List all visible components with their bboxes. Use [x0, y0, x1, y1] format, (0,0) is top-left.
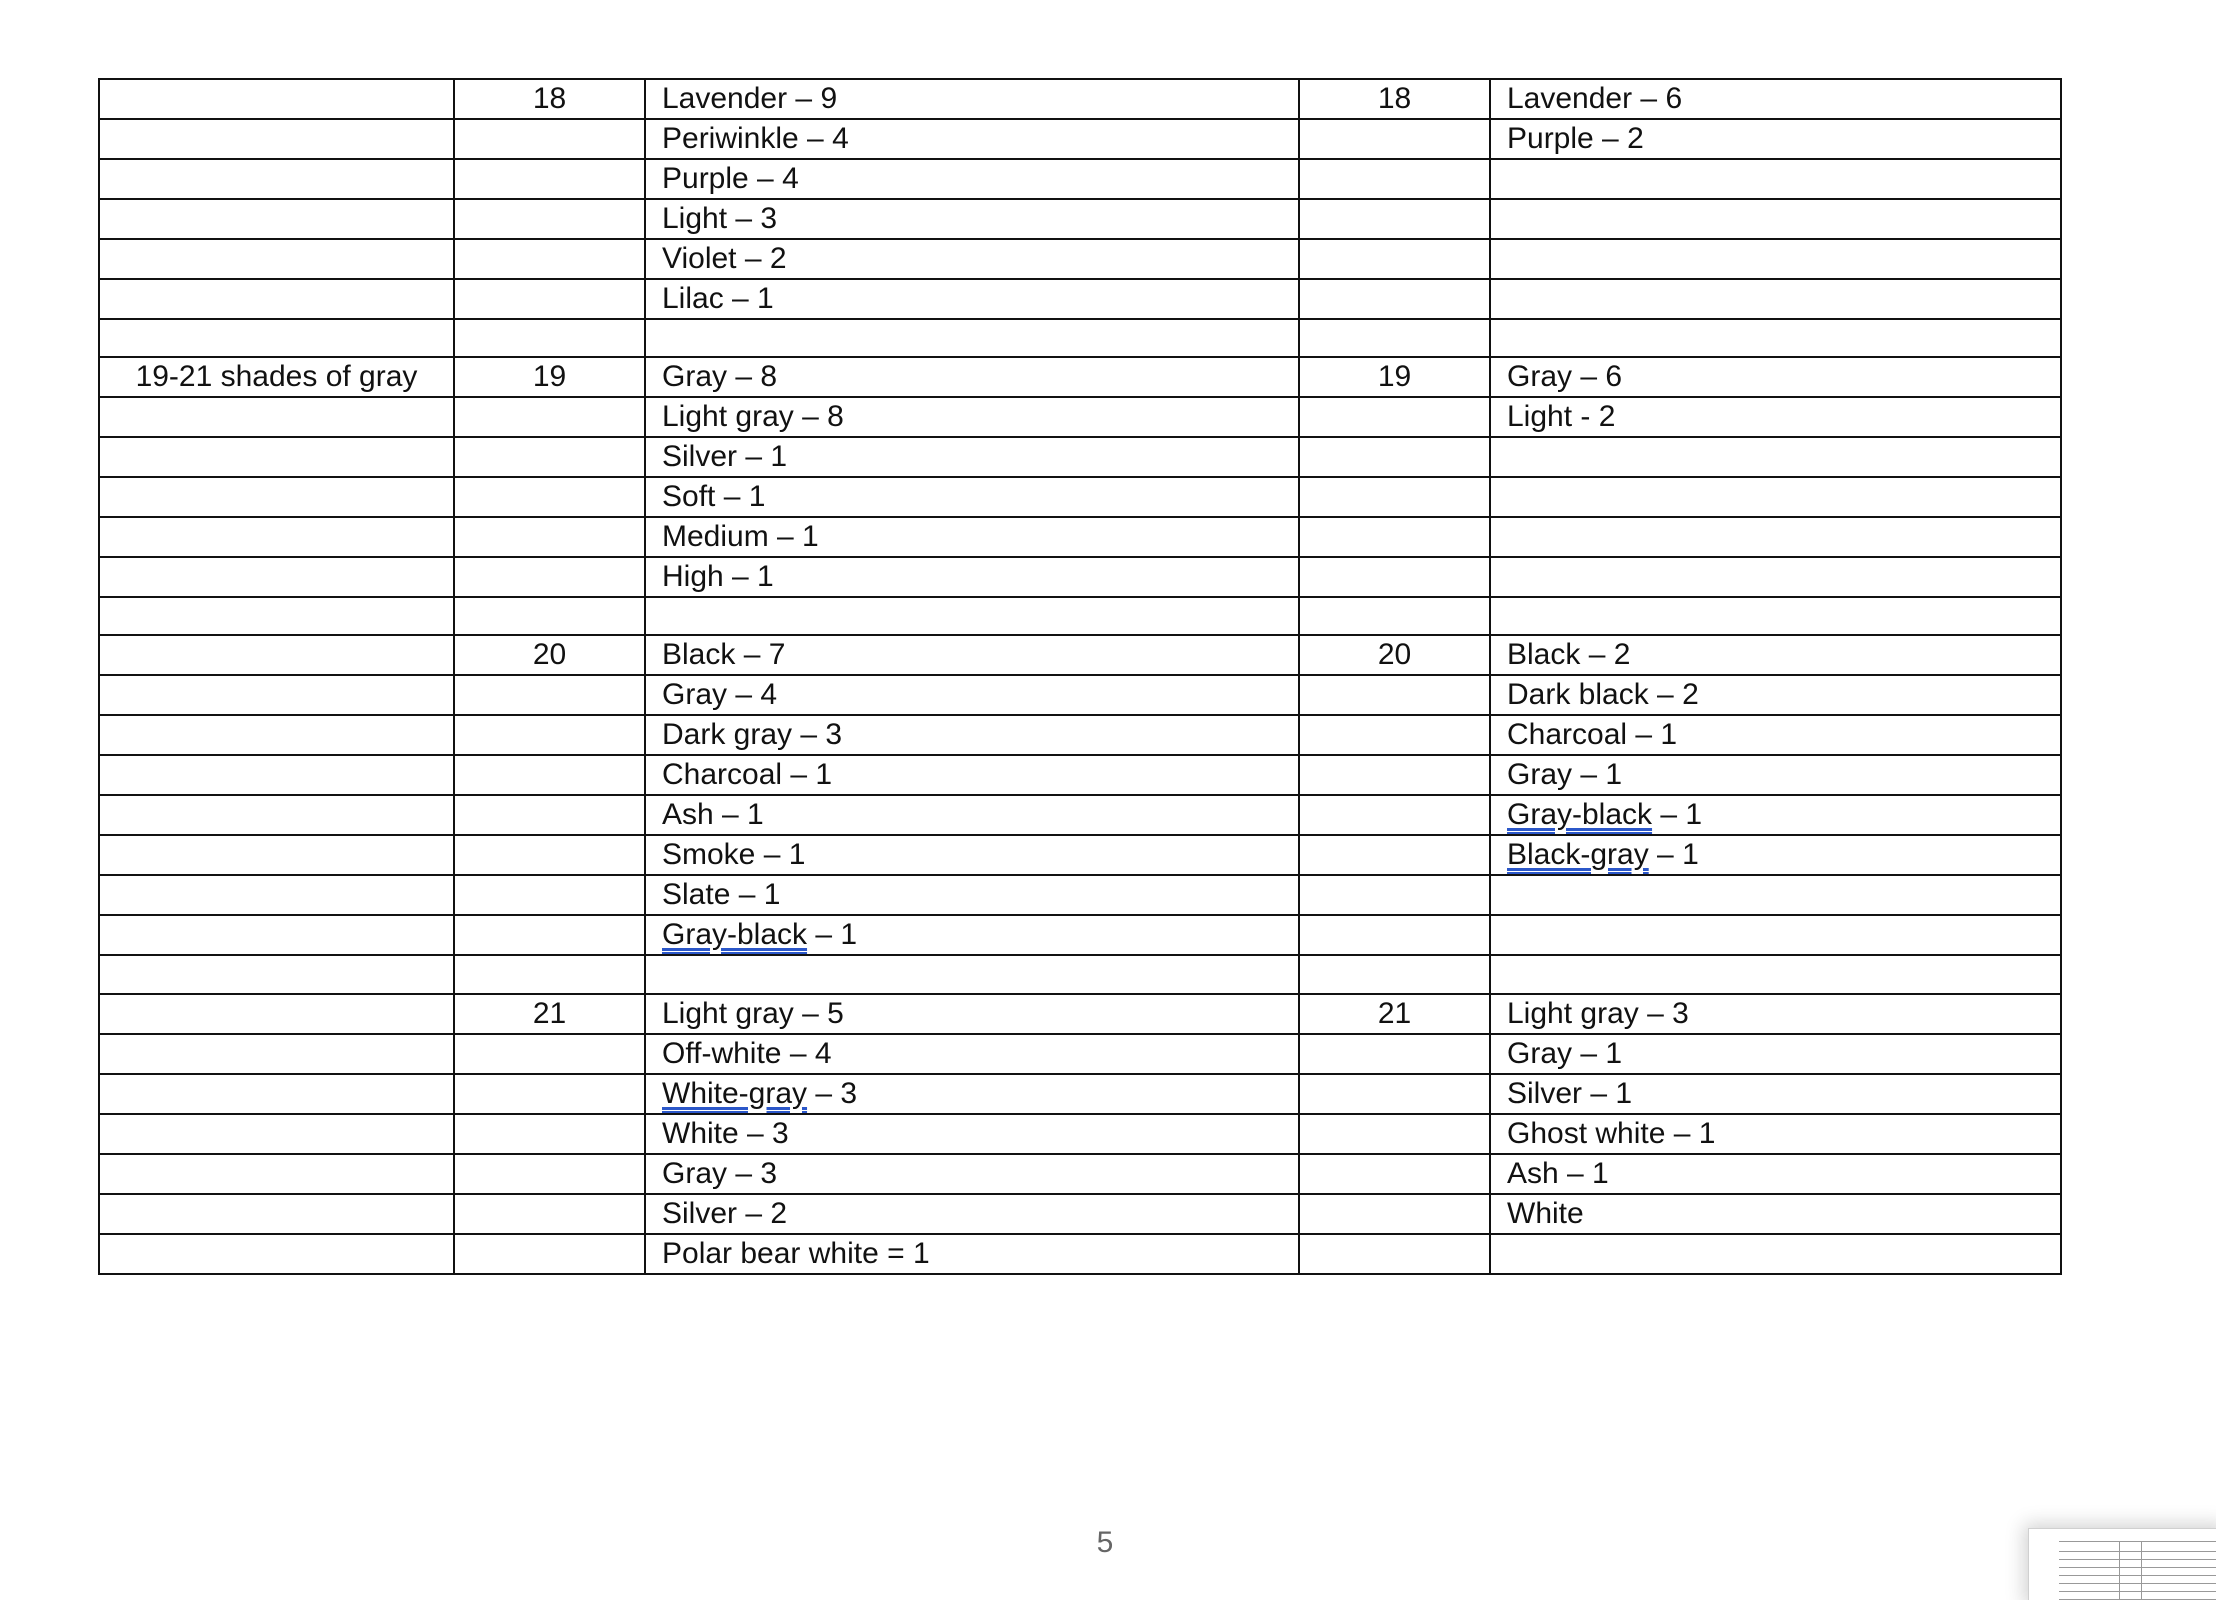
right-response-cell[interactable] [1490, 517, 2061, 557]
right-number-cell[interactable] [1299, 239, 1490, 279]
left-response-cell[interactable]: Soft – 1 [645, 477, 1299, 517]
category-cell[interactable] [99, 1234, 454, 1274]
category-cell[interactable] [99, 279, 454, 319]
category-cell[interactable] [99, 557, 454, 597]
table-row [99, 397, 2061, 437]
right-response-cell[interactable] [1490, 437, 2061, 477]
right-response-cell[interactable] [1490, 597, 2061, 635]
left-response-cell[interactable]: High – 1 [645, 557, 1299, 597]
category-cell[interactable] [99, 1154, 454, 1194]
table-row [99, 994, 2061, 1034]
left-number-cell[interactable]: 21 [454, 994, 645, 1034]
table-row [99, 199, 2061, 239]
left-number-cell[interactable] [454, 1194, 645, 1234]
right-response-cell[interactable]: Gray – 1 [1490, 1034, 2061, 1074]
right-number-cell[interactable] [1299, 557, 1490, 597]
right-number-cell[interactable] [1299, 1114, 1490, 1154]
left-number-cell[interactable] [454, 875, 645, 915]
table-row [99, 835, 2061, 875]
right-response-cell[interactable]: Gray – 6 [1490, 357, 2061, 397]
category-cell[interactable] [99, 239, 454, 279]
spellcheck-underlined-word: Gray-black [662, 918, 808, 952]
right-number-cell[interactable] [1299, 437, 1490, 477]
spellcheck-underlined-word: Gray-black [1507, 798, 1653, 832]
right-number-cell[interactable] [1299, 397, 1490, 437]
left-number-cell[interactable] [454, 1034, 645, 1074]
category-cell[interactable] [99, 675, 454, 715]
table-row [99, 357, 2061, 397]
left-response-cell[interactable] [645, 319, 1299, 357]
left-response-cell[interactable]: Light gray – 8 [645, 397, 1299, 437]
right-response-cell[interactable]: Gray-black – 1 [1490, 795, 2061, 835]
left-number-cell[interactable] [454, 715, 645, 755]
left-response-cell[interactable]: Polar bear white = 1 [645, 1234, 1299, 1274]
table-row [99, 557, 2061, 597]
left-number-cell[interactable] [454, 319, 645, 357]
left-number-cell[interactable] [454, 915, 645, 955]
left-number-cell[interactable] [454, 477, 645, 517]
left-number-cell[interactable] [454, 1234, 645, 1274]
right-response-cell[interactable] [1490, 239, 2061, 279]
right-response-cell[interactable]: Dark black – 2 [1490, 675, 2061, 715]
right-response-cell[interactable] [1490, 1234, 2061, 1274]
right-response-cell[interactable]: Purple – 2 [1490, 119, 2061, 159]
category-cell[interactable] [99, 915, 454, 955]
category-cell[interactable] [99, 437, 454, 477]
table-row [99, 1034, 2061, 1074]
table-row [99, 239, 2061, 279]
right-number-cell[interactable] [1299, 955, 1490, 993]
table-row [99, 715, 2061, 755]
left-number-cell[interactable] [454, 279, 645, 319]
right-number-cell[interactable] [1299, 1034, 1490, 1074]
table-row [99, 635, 2061, 675]
left-response-cell[interactable]: Light – 3 [645, 199, 1299, 239]
spellcheck-underlined-word: Black-gray [1507, 838, 1649, 872]
category-cell[interactable] [99, 477, 454, 517]
left-number-cell[interactable] [454, 437, 645, 477]
table-row [99, 159, 2061, 199]
category-cell[interactable] [99, 994, 454, 1034]
left-response-cell[interactable]: Purple – 4 [645, 159, 1299, 199]
left-response-cell[interactable]: Ash – 1 [645, 795, 1299, 835]
spellcheck-underlined-word: White-gray [662, 1076, 808, 1110]
right-number-cell[interactable] [1299, 1074, 1490, 1114]
right-number-cell[interactable]: 21 [1299, 994, 1490, 1034]
left-response-cell[interactable]: Light gray – 5 [645, 994, 1299, 1034]
left-number-cell[interactable] [454, 119, 645, 159]
table-row [99, 477, 2061, 517]
right-number-cell[interactable] [1299, 755, 1490, 795]
right-response-cell[interactable] [1490, 557, 2061, 597]
table-row [99, 1154, 2061, 1194]
table-row [99, 517, 2061, 557]
right-number-cell[interactable]: 18 [1299, 79, 1490, 119]
right-number-cell[interactable] [1299, 835, 1490, 875]
right-response-cell[interactable] [1490, 477, 2061, 517]
left-response-cell[interactable]: Silver – 1 [645, 437, 1299, 477]
left-response-cell[interactable] [645, 955, 1299, 993]
right-response-cell[interactable]: White [1490, 1194, 2061, 1234]
left-response-cell[interactable]: Silver – 2 [645, 1194, 1299, 1234]
right-number-cell[interactable] [1299, 159, 1490, 199]
table-row [99, 79, 2061, 119]
right-response-cell[interactable]: Light gray – 3 [1490, 994, 2061, 1034]
right-number-cell[interactable] [1299, 1194, 1490, 1234]
right-number-cell[interactable] [1299, 119, 1490, 159]
table-row [99, 1194, 2061, 1234]
table-row [99, 319, 2061, 357]
left-number-cell[interactable] [454, 1114, 645, 1154]
table-row [99, 795, 2061, 835]
table-row [99, 755, 2061, 795]
category-cell[interactable] [99, 159, 454, 199]
left-response-cell[interactable]: Violet – 2 [645, 239, 1299, 279]
right-response-cell[interactable] [1490, 915, 2061, 955]
left-response-cell[interactable]: White – 3 [645, 1114, 1299, 1154]
left-number-cell[interactable] [454, 1074, 645, 1114]
left-number-cell[interactable] [454, 955, 645, 993]
category-cell[interactable] [99, 319, 454, 357]
table-row [99, 1074, 2061, 1114]
left-response-cell[interactable]: Gray – 8 [645, 357, 1299, 397]
left-response-cell[interactable] [645, 597, 1299, 635]
category-cell[interactable] [99, 79, 454, 119]
category-cell[interactable] [99, 875, 454, 915]
right-number-cell[interactable] [1299, 597, 1490, 635]
category-cell[interactable] [99, 1074, 454, 1114]
right-response-cell[interactable] [1490, 955, 2061, 993]
left-response-cell[interactable]: Lilac – 1 [645, 279, 1299, 319]
right-number-cell[interactable] [1299, 319, 1490, 357]
right-number-cell[interactable] [1299, 1234, 1490, 1274]
right-number-cell[interactable] [1299, 875, 1490, 915]
table-row [99, 279, 2061, 319]
left-response-cell[interactable]: Gray – 4 [645, 675, 1299, 715]
left-number-cell[interactable] [454, 675, 645, 715]
category-cell[interactable] [99, 517, 454, 557]
table-body [99, 79, 2061, 1274]
right-response-cell[interactable]: Black-gray – 1 [1490, 835, 2061, 875]
left-number-cell[interactable] [454, 199, 645, 239]
right-number-cell[interactable]: 19 [1299, 357, 1490, 397]
right-response-cell[interactable]: Ghost white – 1 [1490, 1114, 2061, 1154]
left-response-cell[interactable]: Gray-black – 1 [645, 915, 1299, 955]
right-number-cell[interactable] [1299, 279, 1490, 319]
right-number-cell[interactable] [1299, 795, 1490, 835]
left-response-cell[interactable]: Smoke – 1 [645, 835, 1299, 875]
right-number-cell[interactable] [1299, 675, 1490, 715]
color-responses-table [98, 78, 2062, 1275]
table-row [99, 437, 2061, 477]
left-response-cell[interactable]: Off-white – 4 [645, 1034, 1299, 1074]
left-response-cell[interactable]: Medium – 1 [645, 517, 1299, 557]
table-row [99, 875, 2061, 915]
right-response-cell[interactable]: Lavender – 6 [1490, 79, 2061, 119]
category-cell[interactable] [99, 635, 454, 675]
category-cell[interactable] [99, 119, 454, 159]
right-number-cell[interactable] [1299, 715, 1490, 755]
left-number-cell[interactable] [454, 795, 645, 835]
category-cell[interactable] [99, 795, 454, 835]
right-response-cell[interactable]: Silver – 1 [1490, 1074, 2061, 1114]
table-row [99, 915, 2061, 955]
right-number-cell[interactable] [1299, 199, 1490, 239]
left-response-cell[interactable]: Lavender – 9 [645, 79, 1299, 119]
category-cell[interactable] [99, 1114, 454, 1154]
right-response-cell[interactable] [1490, 199, 2061, 239]
table-row [99, 1234, 2061, 1274]
page-thumbnail-preview[interactable] [2028, 1528, 2216, 1600]
left-response-cell[interactable]: Slate – 1 [645, 875, 1299, 915]
left-response-cell[interactable]: Dark gray – 3 [645, 715, 1299, 755]
left-number-cell[interactable] [454, 557, 645, 597]
right-response-cell[interactable]: Black – 2 [1490, 635, 2061, 675]
right-response-cell[interactable] [1490, 319, 2061, 357]
category-cell[interactable] [99, 755, 454, 795]
right-number-cell[interactable] [1299, 477, 1490, 517]
category-cell[interactable] [99, 597, 454, 635]
page-number: 5 [1096, 1526, 1114, 1559]
left-number-cell[interactable] [454, 597, 645, 635]
left-number-cell[interactable]: 18 [454, 79, 645, 119]
category-cell[interactable] [99, 715, 454, 755]
left-response-cell[interactable]: White-gray – 3 [645, 1074, 1299, 1114]
table-row [99, 955, 2061, 993]
category-cell[interactable] [99, 199, 454, 239]
left-number-cell[interactable] [454, 1154, 645, 1194]
category-cell[interactable] [99, 397, 454, 437]
right-response-cell[interactable] [1490, 279, 2061, 319]
left-number-cell[interactable]: 20 [454, 635, 645, 675]
left-number-cell[interactable] [454, 239, 645, 279]
left-response-cell[interactable]: Gray – 3 [645, 1154, 1299, 1194]
left-number-cell[interactable] [454, 159, 645, 199]
left-number-cell[interactable] [454, 517, 645, 557]
category-cell[interactable]: 19-21 shades of gray [99, 357, 454, 397]
right-response-cell[interactable] [1490, 159, 2061, 199]
left-response-cell[interactable]: Black – 7 [645, 635, 1299, 675]
category-cell[interactable] [99, 1034, 454, 1074]
table-row [99, 119, 2061, 159]
category-cell[interactable] [99, 1194, 454, 1234]
right-response-cell[interactable]: Charcoal – 1 [1490, 715, 2061, 755]
right-number-cell[interactable] [1299, 915, 1490, 955]
right-response-cell[interactable] [1490, 875, 2061, 915]
table-row [99, 675, 2061, 715]
left-response-cell[interactable]: Charcoal – 1 [645, 755, 1299, 795]
right-response-cell[interactable]: Light - 2 [1490, 397, 2061, 437]
right-response-cell[interactable]: Ash – 1 [1490, 1154, 2061, 1194]
left-number-cell[interactable] [454, 835, 645, 875]
category-cell[interactable] [99, 955, 454, 993]
left-response-cell[interactable]: Periwinkle – 4 [645, 119, 1299, 159]
left-number-cell[interactable] [454, 397, 645, 437]
right-response-cell[interactable]: Gray – 1 [1490, 755, 2061, 795]
right-number-cell[interactable] [1299, 517, 1490, 557]
right-number-cell[interactable] [1299, 1154, 1490, 1194]
table-row [99, 597, 2061, 635]
left-number-cell[interactable] [454, 755, 645, 795]
right-number-cell[interactable]: 20 [1299, 635, 1490, 675]
table-row [99, 1114, 2061, 1154]
left-number-cell[interactable]: 19 [454, 357, 645, 397]
category-cell[interactable] [99, 835, 454, 875]
